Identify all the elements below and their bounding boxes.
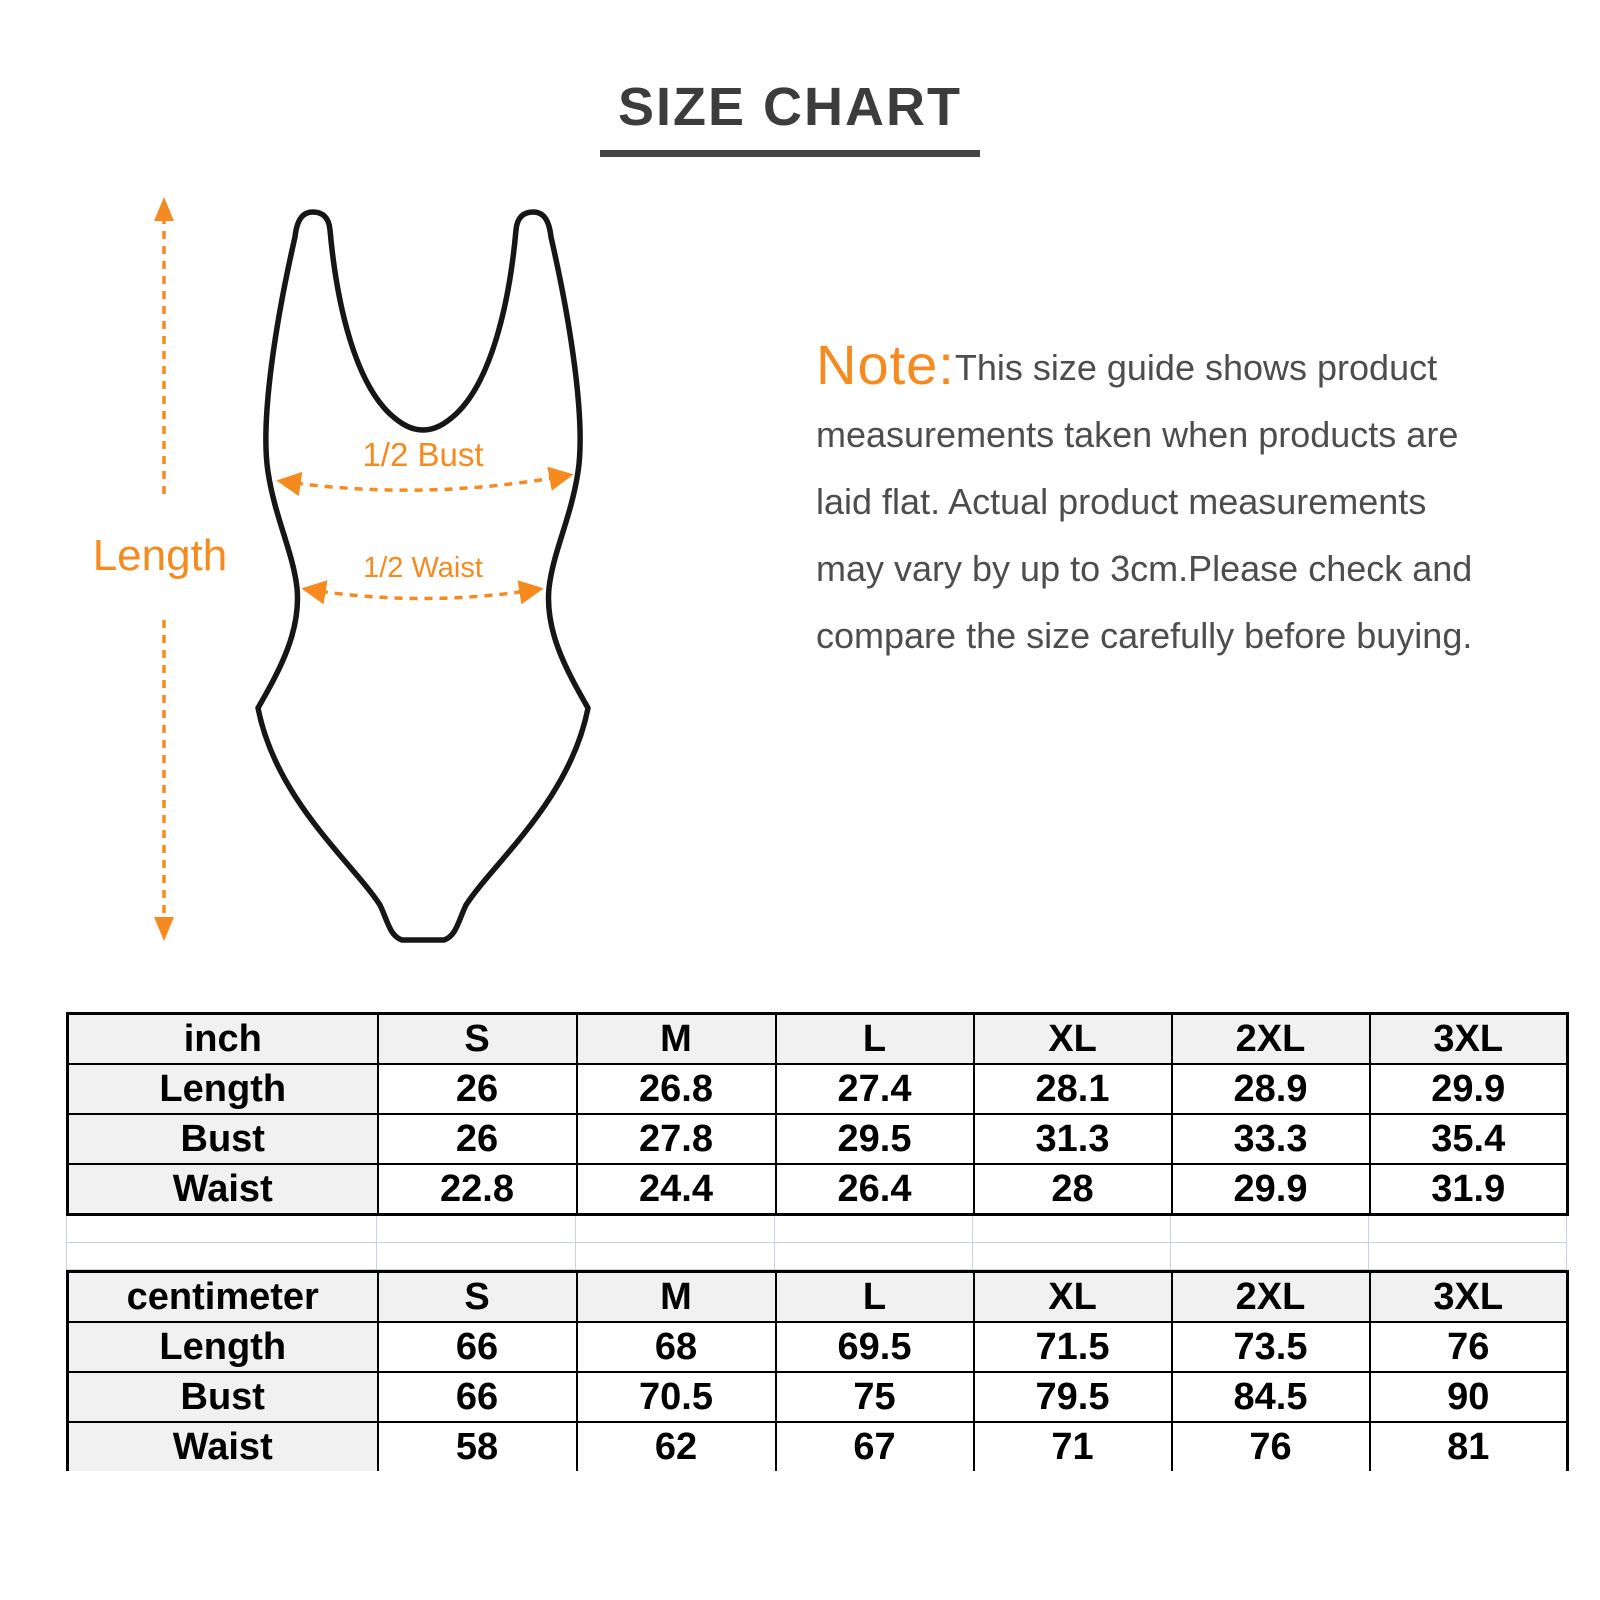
note-text-1: This size guide shows product: [954, 347, 1438, 388]
cell: 26.4: [776, 1164, 974, 1215]
cell: 67: [776, 1422, 974, 1471]
cell: 33.3: [1172, 1114, 1370, 1164]
cell: 28.9: [1172, 1064, 1370, 1114]
cell: 24.4: [577, 1164, 776, 1215]
size-table-centimeter: [66, 1270, 1569, 1471]
unit-header: centimeter: [68, 1272, 378, 1323]
cell: 26.8: [577, 1064, 776, 1114]
note-text-5: compare the size carefully before buying.: [816, 615, 1473, 656]
cell: 90: [1370, 1372, 1568, 1422]
cell: 69.5: [776, 1322, 974, 1372]
spacer-cell: [973, 1243, 1171, 1270]
cell: 22.8: [378, 1164, 577, 1215]
spacer-cell: [67, 1216, 377, 1243]
length-arrowhead-up: [154, 197, 174, 221]
cell: 73.5: [1172, 1322, 1370, 1372]
spacer-cell: [67, 1243, 377, 1270]
table-row-bust: [68, 1372, 1568, 1422]
cell: 71.5: [974, 1322, 1172, 1372]
size-header-2xl: 2XL: [1172, 1014, 1370, 1065]
note-text-2: measurements taken when products are: [816, 414, 1459, 455]
cell: 76: [1172, 1422, 1370, 1471]
spacer-cell: [576, 1216, 775, 1243]
spacer-cell: [377, 1243, 576, 1270]
cell: 79.5: [974, 1372, 1172, 1422]
table-header-row: [68, 1272, 1568, 1323]
row-label: Waist: [68, 1164, 378, 1215]
note-text-4: may vary by up to 3cm.Please check and: [816, 548, 1473, 589]
table-row-length: [68, 1322, 1568, 1372]
spacer-row: [67, 1216, 1567, 1243]
half-waist-label: 1/2 Waist: [363, 552, 483, 584]
cell: 29.5: [776, 1114, 974, 1164]
half-bust-label: 1/2 Bust: [362, 436, 484, 473]
cell: 26: [378, 1064, 577, 1114]
page-title: SIZE CHART: [600, 76, 980, 157]
size-header-l: L: [776, 1272, 974, 1323]
spacer-row: [67, 1243, 1567, 1270]
table-row-bust: [68, 1114, 1568, 1164]
cell: 29.9: [1370, 1064, 1568, 1114]
cell: 27.8: [577, 1114, 776, 1164]
table-row-length: [68, 1064, 1568, 1114]
cell: 66: [378, 1322, 577, 1372]
row-label: Bust: [68, 1114, 378, 1164]
size-header-3xl: 3XL: [1370, 1272, 1568, 1323]
cell: 26: [378, 1114, 577, 1164]
size-header-s: S: [378, 1272, 577, 1323]
size-header-m: M: [577, 1272, 776, 1323]
spacer-cell: [377, 1216, 576, 1243]
cell: 81: [1370, 1422, 1568, 1471]
size-table-inch: [66, 1012, 1569, 1216]
cell: 58: [378, 1422, 577, 1471]
row-label: Length: [68, 1322, 378, 1372]
cell: 62: [577, 1422, 776, 1471]
unit-header: inch: [68, 1014, 378, 1065]
table-spacer: [66, 1216, 1567, 1270]
length-arrowhead-down: [154, 917, 174, 941]
cell: 28.1: [974, 1064, 1172, 1114]
row-label: Bust: [68, 1372, 378, 1422]
cell: 84.5: [1172, 1372, 1370, 1422]
size-tables: [66, 1012, 1566, 1471]
cell: 31.9: [1370, 1164, 1568, 1215]
spacer-cell: [1171, 1216, 1369, 1243]
length-label: Length: [92, 531, 228, 580]
row-label: Length: [68, 1064, 378, 1114]
spacer-cell: [576, 1243, 775, 1270]
spacer-cell: [775, 1216, 973, 1243]
swimsuit-measurement-diagram: [80, 190, 640, 980]
size-header-xl: XL: [974, 1272, 1172, 1323]
row-label: Waist: [68, 1422, 378, 1471]
size-header-s: S: [378, 1014, 577, 1065]
spacer-cell: [1369, 1243, 1567, 1270]
size-header-l: L: [776, 1014, 974, 1065]
cell: 31.3: [974, 1114, 1172, 1164]
cell: 68: [577, 1322, 776, 1372]
spacer-cell: [775, 1243, 973, 1270]
cell: 29.9: [1172, 1164, 1370, 1215]
cell: 35.4: [1370, 1114, 1568, 1164]
cell: 70.5: [577, 1372, 776, 1422]
cell: 71: [974, 1422, 1172, 1471]
size-header-2xl: 2XL: [1172, 1272, 1370, 1323]
table-row-waist: [68, 1422, 1568, 1471]
spacer-cell: [973, 1216, 1171, 1243]
note-line: [816, 334, 1526, 401]
cell: 27.4: [776, 1064, 974, 1114]
size-header-m: M: [577, 1014, 776, 1065]
size-header-3xl: 3XL: [1370, 1014, 1568, 1065]
cell: 66: [378, 1372, 577, 1422]
cell: 76: [1370, 1322, 1568, 1372]
note-block: [816, 334, 1526, 669]
table-row-waist: [68, 1164, 1568, 1215]
spacer-cell: [1171, 1243, 1369, 1270]
size-header-xl: XL: [974, 1014, 1172, 1065]
spacer-cell: [1369, 1216, 1567, 1243]
note-label: Note:: [816, 333, 955, 396]
note-text-3: laid flat. Actual product measurements: [816, 481, 1427, 522]
cell: 28: [974, 1164, 1172, 1215]
table-header-row: [68, 1014, 1568, 1065]
cell: 75: [776, 1372, 974, 1422]
